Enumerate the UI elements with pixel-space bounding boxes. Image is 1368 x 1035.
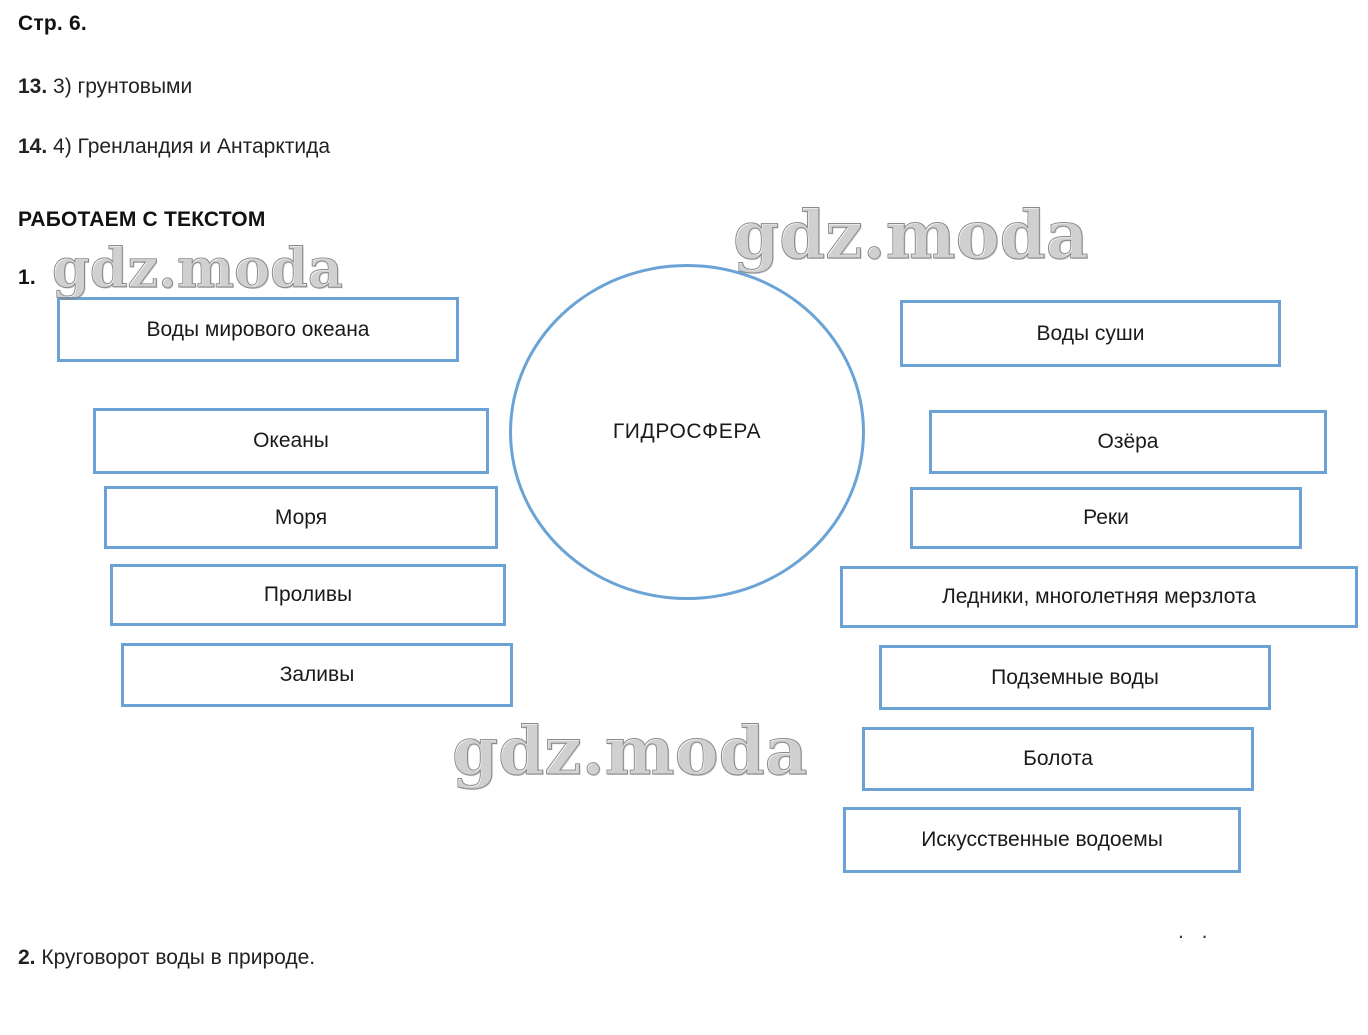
diagram-center-hydrosphere: ГИДРОСФЕРА — [509, 264, 865, 600]
page-number-label: Стр. 6. — [18, 12, 87, 35]
answer-line-13 — [18, 74, 192, 100]
diagram-box-bays: Заливы — [121, 643, 513, 707]
diagram-box-rivers: Реки — [910, 487, 1302, 549]
diagram-box-oceans: Океаны — [93, 408, 489, 474]
diagram-box-glaciers: Ледники, многолетняя мерзлота — [840, 566, 1358, 628]
answer-line-14 — [18, 134, 330, 160]
answer-14-text: 4) Гренландия и Антарктида — [47, 135, 331, 158]
diagram-box-straits: Проливы — [110, 564, 506, 626]
diagram-box-artificial-reservoirs: Искусственные водоемы — [843, 807, 1241, 873]
task-2-text: Круговорот воды в природе. — [35, 946, 316, 969]
watermark-text: gdz.moda — [733, 196, 1089, 274]
watermark-text: gdz.moda — [452, 712, 808, 790]
task-2-number: 2. — [18, 946, 36, 969]
diagram-box-lakes: Озёра — [929, 410, 1327, 474]
answer-14-number: 14. — [18, 135, 48, 158]
stray-dots-mark: . . — [1178, 920, 1214, 943]
diagram-box-swamps: Болота — [862, 727, 1254, 791]
task-2-line — [18, 945, 315, 971]
section-heading: РАБОТАЕМ С ТЕКСТОМ — [18, 208, 266, 231]
answer-13-number: 13. — [18, 75, 48, 98]
diagram-box-groundwater: Подземные воды — [879, 645, 1271, 710]
task-1-number: 1. — [18, 266, 36, 289]
diagram-box-land-waters: Воды суши — [900, 300, 1281, 367]
answer-13-text: 3) грунтовыми — [47, 75, 193, 98]
watermark-text: gdz.moda — [52, 236, 343, 300]
diagram-box-seas: Моря — [104, 486, 498, 549]
diagram-box-ocean-waters: Воды мирового океана — [57, 297, 459, 362]
